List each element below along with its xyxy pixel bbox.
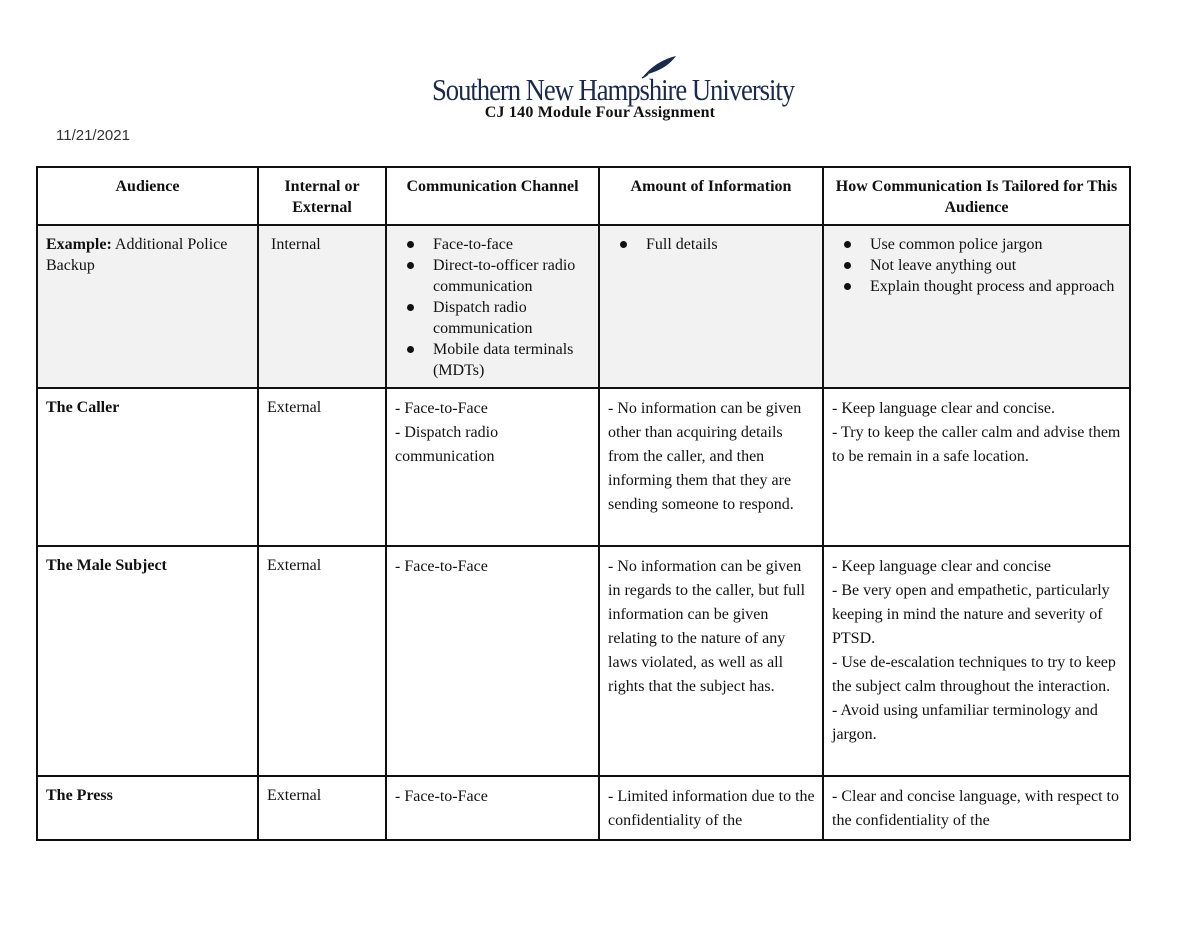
table-row [37, 546, 1130, 776]
channel-line: - Face-to-Face [395, 558, 488, 575]
audience-cell: The Press [37, 776, 258, 840]
amount-cell [599, 388, 823, 546]
channel-line: - Face-to-Face [395, 400, 488, 417]
amount-cell [599, 546, 823, 776]
list-item: Direct-to-officer radio communication [405, 255, 592, 297]
amount-cell [599, 776, 823, 840]
tailored-line: - Try to keep the caller calm and advise them to be remain in a safe location. [832, 424, 1121, 465]
example-type: Internal [271, 236, 321, 253]
tailored-line: - Be very open and empathetic, particularly keeping in mind the nature and severity of PTSD. [832, 582, 1110, 647]
type-cell: External [258, 546, 386, 776]
example-channels-cell [386, 225, 599, 388]
example-type-cell [258, 225, 386, 388]
tailored-line: - Avoid using unfamiliar terminology and jargon. [832, 702, 1098, 743]
example-label: Example: [46, 236, 112, 253]
header-how-tailored: How Communication Is Tailored for This Audience [823, 167, 1130, 225]
logo-wordmark: Southern New Hampshire University [432, 72, 795, 107]
header-communication-channel: Communication Channel [386, 167, 599, 225]
example-amount-list [608, 234, 816, 255]
document-date: 11/21/2021 [56, 127, 130, 144]
table-header-row [37, 167, 1130, 225]
example-tailored-list [832, 234, 1123, 297]
table-row [37, 776, 1130, 840]
audience-cell: The Caller [37, 388, 258, 546]
list-item: Mobile data terminals (MDTs) [405, 339, 592, 381]
example-channels-list [395, 234, 592, 381]
university-logo [432, 54, 795, 107]
header-internal-external: Internal or External [258, 167, 386, 225]
channels-cell [386, 546, 599, 776]
list-item: Use common police jargon [842, 234, 1123, 255]
tailored-cell [823, 388, 1130, 546]
amount-text: - No information can be given in regards to the caller, but full information can be given relating to the nature of any laws violated, as well as all rights that the subject has. [608, 558, 806, 695]
channels-cell [386, 776, 599, 840]
example-amount-cell [599, 225, 823, 388]
tailored-line: - Clear and concise language, with respect to the confidentiality of the [832, 788, 1119, 829]
table-row [37, 388, 1130, 546]
amount-text: - No information can be given other than acquiring details from the caller, and then informing them that they are sending someone to respond. [608, 400, 802, 513]
list-item: Dispatch radio communication [405, 297, 592, 339]
channels-cell [386, 388, 599, 546]
example-tailored-cell [823, 225, 1130, 388]
tailored-line: - Use de-escalation techniques to try to keep the subject calm throughout the interaction. [832, 654, 1116, 695]
header-audience: Audience [37, 167, 258, 225]
tailored-cell [823, 776, 1130, 840]
amount-text: - Limited information due to the confidentiality of the [608, 788, 815, 829]
list-item: Full details [618, 234, 816, 255]
channel-line: - Face-to-Face [395, 788, 488, 805]
example-audience-cell [37, 225, 258, 388]
channel-line: - Dispatch radio communication [395, 424, 499, 465]
list-item: Face-to-face [405, 234, 592, 255]
type-cell: External [258, 388, 386, 546]
type-cell: External [258, 776, 386, 840]
list-item: Explain thought process and approach [842, 276, 1123, 297]
table-row-example [37, 225, 1130, 388]
header-amount-of-information: Amount of Information [599, 167, 823, 225]
tailored-line: - Keep language clear and concise. [832, 400, 1055, 417]
tailored-line: - Keep language clear and concise [832, 558, 1051, 575]
document-title: CJ 140 Module Four Assignment [484, 104, 716, 121]
communication-table [36, 166, 1131, 841]
example-audience: Additional Police Backup [46, 236, 228, 274]
quill-icon [640, 54, 678, 80]
tailored-cell [823, 546, 1130, 776]
audience-cell: The Male Subject [37, 546, 258, 776]
list-item: Not leave anything out [842, 255, 1123, 276]
